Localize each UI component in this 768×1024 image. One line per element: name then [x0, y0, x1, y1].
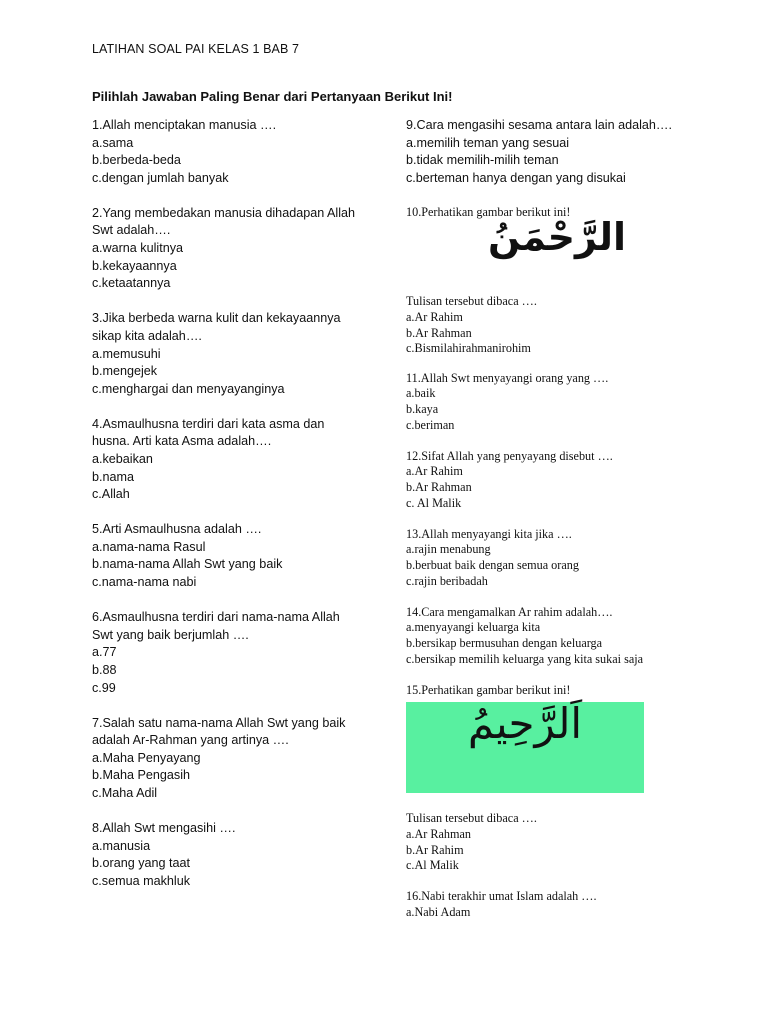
question-text: Swt adalah…. — [92, 223, 171, 238]
question-7 — [92, 715, 392, 803]
answer-option: c.99 — [92, 680, 116, 695]
question-text: 13.Allah menyayangi kita jika …. — [406, 526, 572, 541]
question-13 — [406, 527, 736, 589]
question-text: adalah Ar-Rahman yang artinya …. — [92, 733, 289, 748]
answer-option: a.sama — [92, 135, 134, 150]
answer-option: b.nama-nama Allah Swt yang baik — [92, 557, 283, 572]
question-text: 12.Sifat Allah yang penyayang disebut …. — [406, 448, 613, 463]
question-11 — [406, 371, 736, 433]
answer-option: c.rajin beribadah — [406, 573, 488, 588]
question-5 — [92, 521, 392, 591]
answer-option: a.kebaikan — [92, 452, 153, 466]
answer-option: b.berbeda-beda — [92, 153, 181, 168]
question-3 — [92, 310, 392, 398]
question-9 — [406, 117, 736, 187]
answer-option: b.berbuat baik dengan semua orang — [406, 557, 579, 572]
answer-option: a.Ar Rahman — [406, 826, 471, 841]
answer-option: b.kaya — [406, 402, 439, 417]
answer-option: c.Bismilahirahmanirohim — [406, 341, 531, 356]
question-text: Tulisan tersebut dibaca …. — [406, 811, 537, 826]
answer-option: c.Al Malik — [406, 858, 459, 873]
answer-option: a.nama-nama Rasul — [92, 539, 206, 554]
left-question-column — [92, 117, 392, 908]
answer-option: c.Allah — [92, 487, 130, 502]
document-header: LATIHAN SOAL PAI KELAS 1 BAB 7 — [92, 42, 300, 56]
answer-option: c.menghargai dan menyayanginya — [92, 381, 285, 396]
arabic-text: اَلرَّحِيمُ — [467, 699, 583, 749]
question-text: Swt yang baik berjumlah …. — [92, 627, 249, 642]
question-6 — [92, 609, 392, 697]
answer-option: a.Ar Rahim — [406, 464, 463, 479]
question-text: 2.Yang membedakan manusia dihadapan Allah — [92, 205, 356, 220]
answer-option: a.warna kulitnya — [92, 241, 184, 256]
answer-option: b.kekayaannya — [92, 258, 177, 273]
question-text: 5.Arti Asmaulhusna adalah …. — [92, 522, 262, 537]
question-text: 11.Allah Swt menyayangi orang yang …. — [406, 370, 609, 385]
instruction-heading: Pilihlah Jawaban Paling Benar dari Pertanyaan Berikut Ini! — [92, 89, 453, 104]
answer-option: b.bersikap bermusuhan dengan keluarga — [406, 635, 603, 650]
answer-option: a.menyayangi keluarga kita — [406, 620, 541, 635]
question-2 — [92, 205, 392, 293]
question-text: Tulisan tersebut dibaca …. — [406, 294, 537, 309]
question-16 — [406, 889, 736, 920]
question-text: 7.Salah satu nama-nama Allah Swt yang baik — [92, 715, 346, 730]
question-1 — [92, 117, 392, 187]
arabic-text: الرَّحْمَنُ — [488, 215, 626, 260]
answer-option: a.rajin menabung — [406, 542, 491, 557]
question-text: 1.Allah menciptakan manusia …. — [92, 118, 277, 132]
answer-option: c.nama-nama nabi — [92, 575, 197, 590]
answer-option: b.orang yang taat — [92, 856, 191, 871]
answer-option: b.Ar Rahim — [406, 842, 464, 857]
question-15 — [406, 683, 736, 874]
answer-option: a.memilih teman yang sesuai — [406, 135, 570, 150]
answer-option: b.tidak memilih-milih teman — [406, 153, 559, 168]
question-14 — [406, 605, 736, 667]
question-text: 16.Nabi terakhir umat Islam adalah …. — [406, 889, 597, 904]
question-text: 4.Asmaulhusna terdiri dari kata asma dan — [92, 416, 325, 431]
question-text: sikap kita adalah…. — [92, 328, 202, 343]
answer-option: a.Nabi Adam — [406, 904, 471, 919]
question-4 — [92, 416, 392, 504]
answer-option: c.beriman — [406, 417, 455, 432]
answer-option: b.mengejek — [92, 364, 158, 379]
answer-option: c.dengan jumlah banyak — [92, 170, 229, 185]
answer-option: c.ketaatannya — [92, 276, 171, 291]
answer-option: c.semua makhluk — [92, 873, 190, 888]
answer-option: c.bersikap memilih keluarga yang kita sukai saja — [406, 651, 644, 666]
right-question-column — [406, 117, 736, 936]
question-10 — [406, 205, 736, 357]
question-text: 8.Allah Swt mengasihi …. — [92, 821, 236, 836]
answer-option: a.baik — [406, 386, 436, 401]
question-text: 10.Perhatikan gambar berikut ini! — [406, 204, 571, 219]
answer-option: b.Ar Rahman — [406, 325, 472, 340]
arabic-calligraphy-image — [406, 699, 644, 793]
question-text: husna. Arti kata Asma adalah…. — [92, 434, 272, 449]
answer-option: c.berteman hanya dengan yang disukai — [406, 170, 626, 185]
answer-option: a.memusuhi — [92, 346, 161, 361]
answer-option: a.Ar Rahim — [406, 310, 463, 325]
answer-option: b.Maha Pengasih — [92, 768, 191, 783]
answer-option: a.77 — [92, 645, 117, 660]
answer-option: a.Maha Penyayang — [92, 750, 201, 765]
answer-option: c.Maha Adil — [92, 786, 158, 800]
answer-option: b.Ar Rahman — [406, 480, 472, 494]
question-text: 6.Asmaulhusna terdiri dari nama-nama Allah — [92, 610, 340, 625]
answer-option: a.manusia — [92, 838, 151, 853]
answer-option: c. Al Malik — [406, 495, 462, 510]
arabic-calligraphy-image — [446, 215, 646, 288]
question-12 — [406, 449, 736, 511]
question-8 — [92, 820, 392, 890]
question-text: 14.Cara mengamalkan Ar rahim adalah…. — [406, 604, 613, 619]
answer-option: b.nama — [92, 469, 135, 484]
question-text: 15.Perhatikan gambar berikut ini! — [406, 682, 571, 697]
question-text: 3.Jika berbeda warna kulit dan kekayaannya — [92, 311, 341, 326]
answer-option: b.88 — [92, 662, 117, 677]
question-text: 9.Cara mengasihi sesama antara lain adalah…. — [406, 118, 673, 132]
